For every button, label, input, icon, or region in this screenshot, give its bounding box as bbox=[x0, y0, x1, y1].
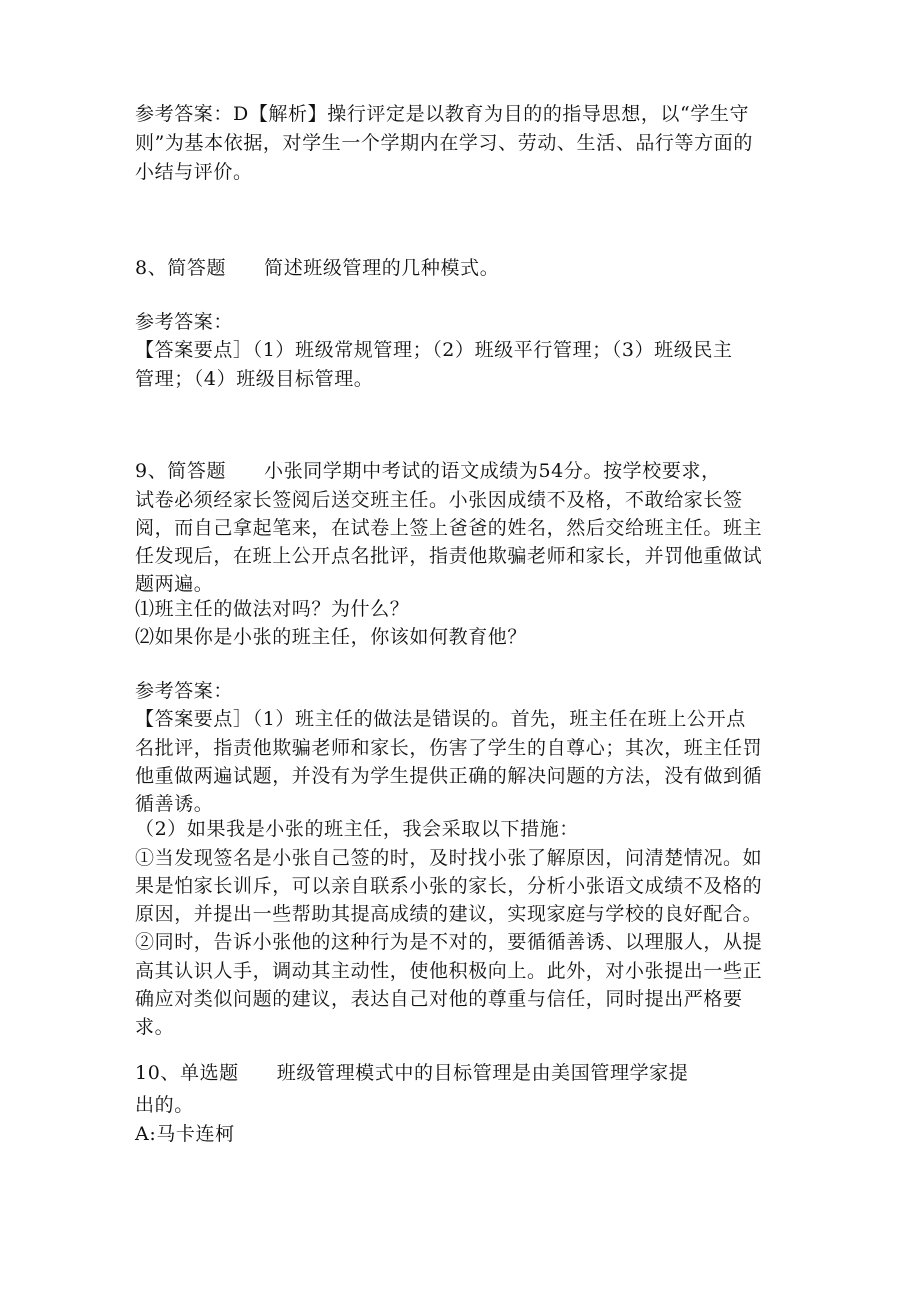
q9-answer-line-4: 循善诱。 bbox=[135, 793, 214, 815]
q10-question-line-2: 出的。 bbox=[135, 1094, 194, 1116]
q9-question-text: 小张同学期中考试的语文成绩为54分。按学校要求， bbox=[264, 460, 721, 482]
q7-answer-line-3: 小结与评价。 bbox=[135, 161, 253, 183]
q9-answer-line-10: 高其认识人手，调动其主动性，使他积极向上。此外，对小张提出一些正 bbox=[135, 960, 763, 982]
q9-question-line-4: 任发现后，在班上公开点名批评，指责他欺骗老师和家长，并罚他重做试 bbox=[135, 545, 763, 567]
q10-number: 10、单选题 bbox=[135, 1062, 239, 1084]
q10-option-a: A:马卡连柯 bbox=[135, 1123, 235, 1145]
q8-question-text: 简述班级管理的几种模式。 bbox=[264, 257, 500, 279]
q9-answer-line-9: ②同时，告诉小张他的这种行为是不对的，要循循善诱、以理服人，从提 bbox=[135, 931, 763, 953]
q9-answer-line-8: 原因，并提出一些帮助其提高成绩的建议，实现家庭与学校的良好配合。 bbox=[135, 903, 763, 925]
q9-answer-line-1: 【答案要点］（1）班主任的做法是错误的。首先，班主任在班上公开点 bbox=[135, 708, 746, 730]
q8-answer-line-1: 【答案要点］（1）班级常规管理；（2）班级平行管理；（3）班级民主 bbox=[135, 339, 733, 361]
q9-answer-line-11: 确应对类似问题的建议，表达自己对他的尊重与信任，同时提出严格要 bbox=[135, 988, 743, 1010]
q9-answer-line-3: 他重做两遍试题，并没有为学生提供正确的解决问题的方法，没有做到循 bbox=[135, 765, 763, 787]
q10-question-text: 班级管理模式中的目标管理是由美国管理学家提 bbox=[276, 1062, 689, 1084]
q8-question bbox=[135, 255, 499, 281]
q9-subquestion-1: ⑴班主任的做法对吗？为什么？ bbox=[135, 598, 410, 620]
q9-answer-line-5: （2）如果我是小张的班主任，我会采取以下措施： bbox=[135, 818, 579, 840]
q9-answer-line-6: ①当发现签名是小张自己签的时，及时找小张了解原因，问清楚情况。如 bbox=[135, 847, 763, 869]
q9-question-line-5: 题两遍。 bbox=[135, 573, 214, 595]
q8-answer-line-2: 管理；（4）班级目标管理。 bbox=[135, 368, 374, 390]
q9-question-line-3: 阅，而自己拿起笔来，在试卷上签上爸爸的姓名，然后交给班主任。班主 bbox=[135, 517, 763, 539]
q9-number: 9、简答题 bbox=[135, 460, 227, 482]
q9-subquestion-2: ⑵如果你是小张的班主任，你该如何教育他？ bbox=[135, 626, 528, 648]
q10-question bbox=[135, 1060, 688, 1086]
q9-answer-line-2: 名批评，指责他欺骗老师和家长，伤害了学生的自尊心；其次，班主任罚 bbox=[135, 737, 763, 759]
q9-question bbox=[135, 458, 721, 484]
q9-answer-label: 参考答案： bbox=[135, 680, 234, 702]
q7-answer-line-1: 参考答案：D【解析】操行评定是以教育为目的的指导思想，以“学生守 bbox=[135, 103, 750, 125]
q9-answer-line-12: 求。 bbox=[135, 1016, 175, 1038]
q7-answer-line-2: 则”为基本依据，对学生一个学期内在学习、劳动、生活、品行等方面的 bbox=[135, 132, 753, 154]
q8-answer-label: 参考答案： bbox=[135, 311, 234, 333]
q9-answer-line-7: 果是怕家长训斥，可以亲自联系小张的家长，分析小张语文成绩不及格的 bbox=[135, 875, 763, 897]
q9-question-line-2: 试卷必须经家长签阅后送交班主任。小张因成绩不及格，不敢给家长签 bbox=[135, 489, 743, 511]
q8-number: 8、简答题 bbox=[135, 257, 227, 279]
